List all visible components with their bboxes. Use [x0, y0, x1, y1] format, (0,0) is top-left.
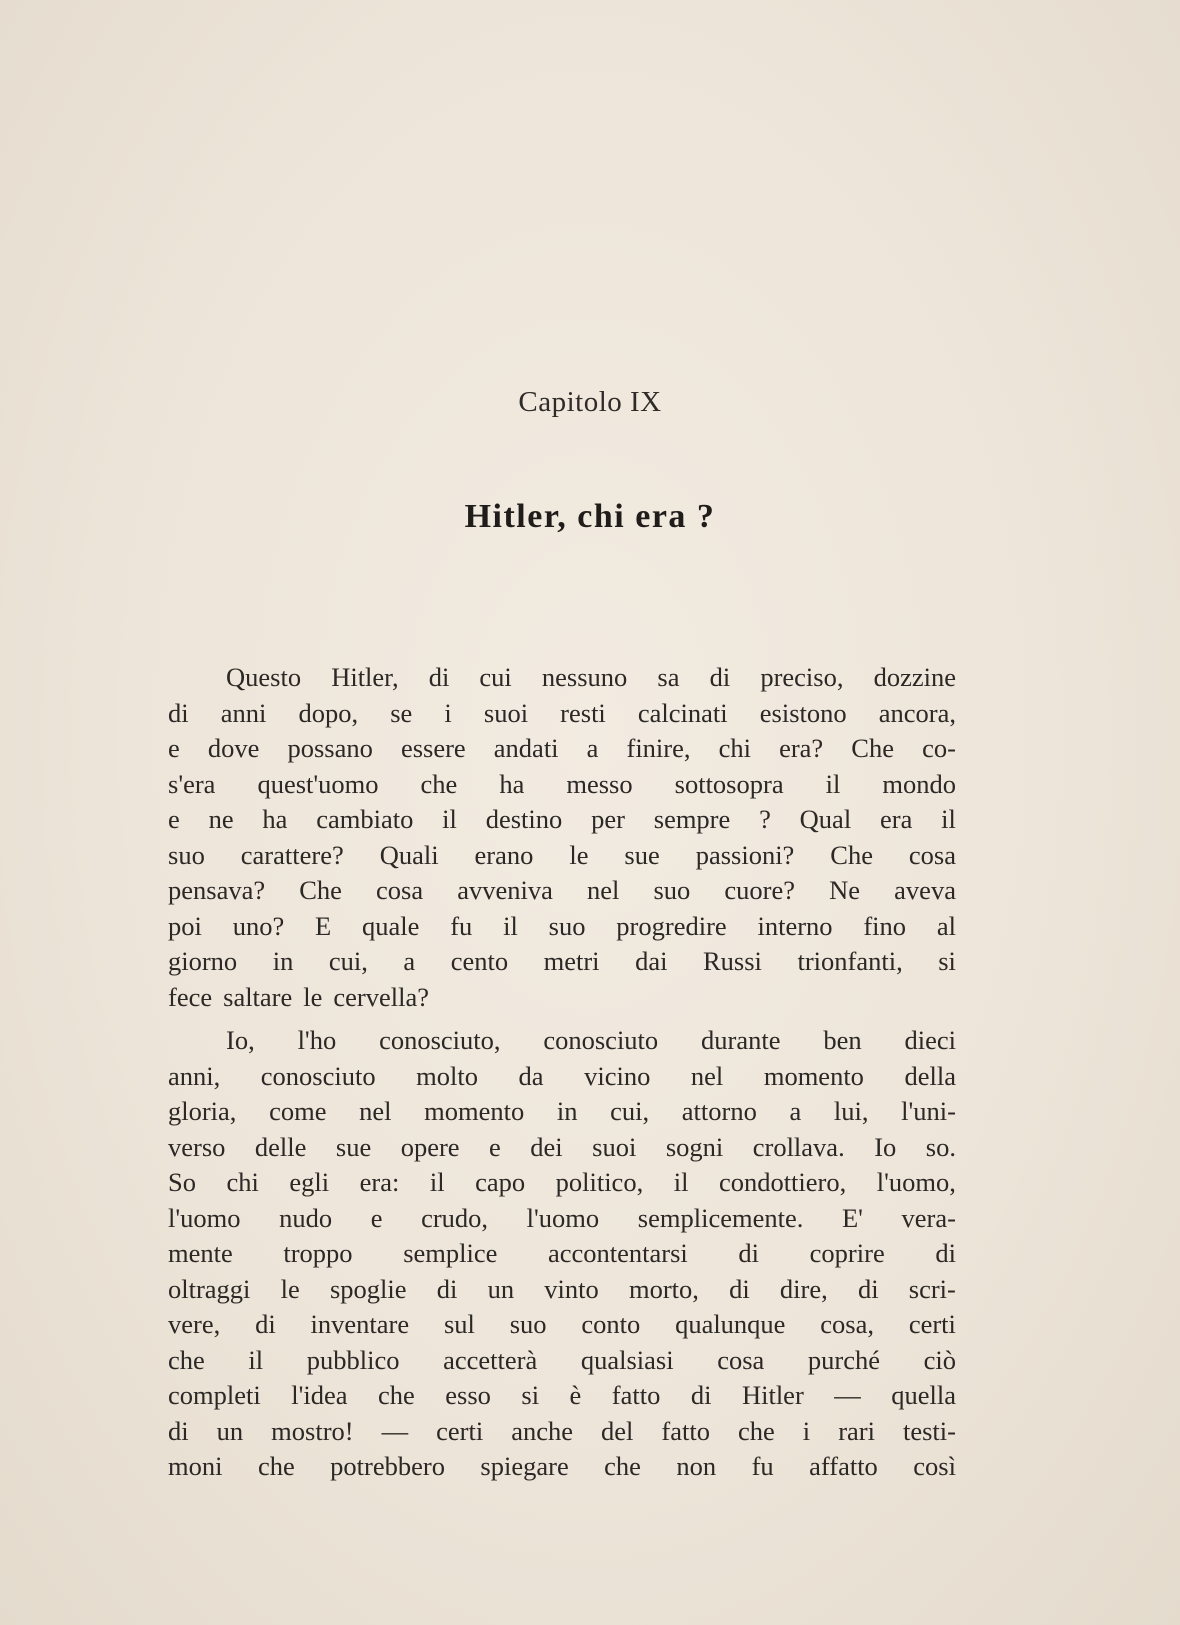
text-line: di anni dopo, se i suoi resti calcinati esistono ancora,: [168, 697, 956, 728]
chapter-title: Hitler, chi era ?: [464, 498, 716, 535]
text-line: Questo Hitler, di cui nessuno sa di preciso, dozzine: [226, 662, 956, 692]
text-line: completi l'idea che esso si è fatto di Hitler — quella: [168, 1380, 956, 1410]
text-line: anni, conosciuto molto da vicino nel momento della: [168, 1060, 956, 1091]
text-line: pensava? Che cosa avveniva nel suo cuore? Ne aveva: [168, 875, 956, 905]
chapter-label: Capitolo IX: [518, 386, 662, 418]
text-line: verso delle sue opere e dei suoi sogni crollava. Io so.: [168, 1131, 956, 1162]
text-line: So chi egli era: il capo politico, il condottiero, l'uomo,: [168, 1167, 956, 1197]
paragraph-1: [168, 660, 956, 1015]
text-line: e dove possano essere andati a finire, chi era? Che co-: [168, 733, 956, 763]
text-line: di un mostro! — certi anche del fatto che i rari testi-: [168, 1415, 956, 1446]
text-line: l'uomo nudo e crudo, l'uomo semplicemente. E' vera-: [168, 1202, 956, 1233]
text-line: oltraggi le spoglie di un vinto morto, di dire, di scri-: [168, 1273, 956, 1304]
text-line: e ne ha cambiato il destino per sempre ? Qual era il: [168, 804, 956, 834]
text-line: s'era quest'uomo che ha messo sottosopra il mondo: [168, 768, 956, 799]
text-line: Io, l'ho conosciuto, conosciuto durante ben dieci: [226, 1025, 956, 1055]
body-text: [168, 660, 956, 1485]
text-line: moni che potrebbero spiegare che non fu affatto così: [168, 1451, 956, 1481]
text-line: giorno in cui, a cento metri dai Russi trionfanti, si: [168, 946, 956, 976]
text-line: fece saltare le cervella?: [168, 981, 430, 1012]
text-line: vere, di inventare sul suo conto qualunque cosa, certi: [168, 1309, 956, 1339]
text-line: suo carattere? Quali erano le sue passioni? Che cosa: [168, 839, 956, 870]
text-line: gloria, come nel momento in cui, attorno a lui, l'uni-: [168, 1096, 956, 1126]
text-line: poi uno? E quale fu il suo progredire interno fino al: [168, 910, 956, 941]
paragraph-2: [168, 1023, 956, 1485]
text-line: mente troppo semplice accontentarsi di coprire di: [168, 1238, 956, 1268]
text-line: che il pubblico accetterà qualsiasi cosa purché ciò: [168, 1344, 956, 1375]
